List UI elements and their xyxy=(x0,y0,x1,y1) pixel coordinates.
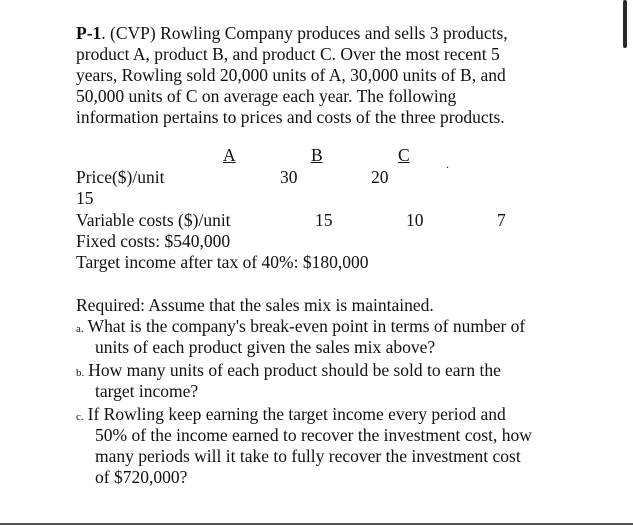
item-c-line-4: of $720,000? xyxy=(95,467,188,487)
item-a-line-2: units of each product given the sales mix above? xyxy=(95,337,436,357)
scrollbar[interactable] xyxy=(623,0,627,48)
header-a: A xyxy=(223,145,236,165)
header-c: C xyxy=(398,145,410,165)
header-b: B xyxy=(311,145,323,165)
intro-line-2: product A, product B, and product C. Over the most recent 5 xyxy=(76,44,500,64)
price-b: 20 xyxy=(371,167,389,187)
variable-a: 15 xyxy=(315,210,333,230)
item-c-text-1: If Rowling keep earning the target income every period and xyxy=(87,404,506,424)
intro-line-4: 50,000 units of C on average each year. The following xyxy=(76,86,457,106)
item-b-text-1: How many units of each product should be sold to earn the xyxy=(88,360,501,380)
header-trailing-dot: . xyxy=(446,157,449,171)
variable-label: Variable costs ($)/unit xyxy=(76,210,231,230)
intro-line-1: (CVP) Rowling Company produces and sells 3 products, xyxy=(110,23,508,43)
item-c-line-3: many periods will it take to fully recover the investment cost xyxy=(95,446,521,466)
intro-line-3: years, Rowling sold 20,000 units of A, 30,000 units of B, and xyxy=(76,65,506,85)
price-label: Price($)/unit xyxy=(76,167,165,187)
intro-line-5: information pertains to prices and costs of the three products. xyxy=(76,107,505,127)
required-heading: Required: Assume that the sales mix is maintained. xyxy=(76,295,434,315)
item-a-text-1: What is the company's break-even point in terms of number of xyxy=(87,316,526,336)
price-c: 15 xyxy=(76,188,94,208)
item-b-line-2: target income? xyxy=(95,381,199,401)
variable-c: 7 xyxy=(497,210,506,230)
item-a-marker: a. xyxy=(76,323,84,335)
item-b-marker: b. xyxy=(76,367,85,379)
item-c-line-2: 50% of the income earned to recover the investment cost, how xyxy=(95,425,532,445)
problem-code: P-1 xyxy=(76,23,102,43)
variable-b: 10 xyxy=(406,210,424,230)
problem-title-line: P-1. (CVP) Rowling Company produces and sells 3 products, xyxy=(76,23,508,43)
target-income: Target income after tax of 40%: $180,000 xyxy=(76,252,369,272)
fixed-costs: Fixed costs: $540,000 xyxy=(76,231,231,251)
price-a: 30 xyxy=(280,167,298,187)
item-c-marker: c. xyxy=(76,411,84,423)
